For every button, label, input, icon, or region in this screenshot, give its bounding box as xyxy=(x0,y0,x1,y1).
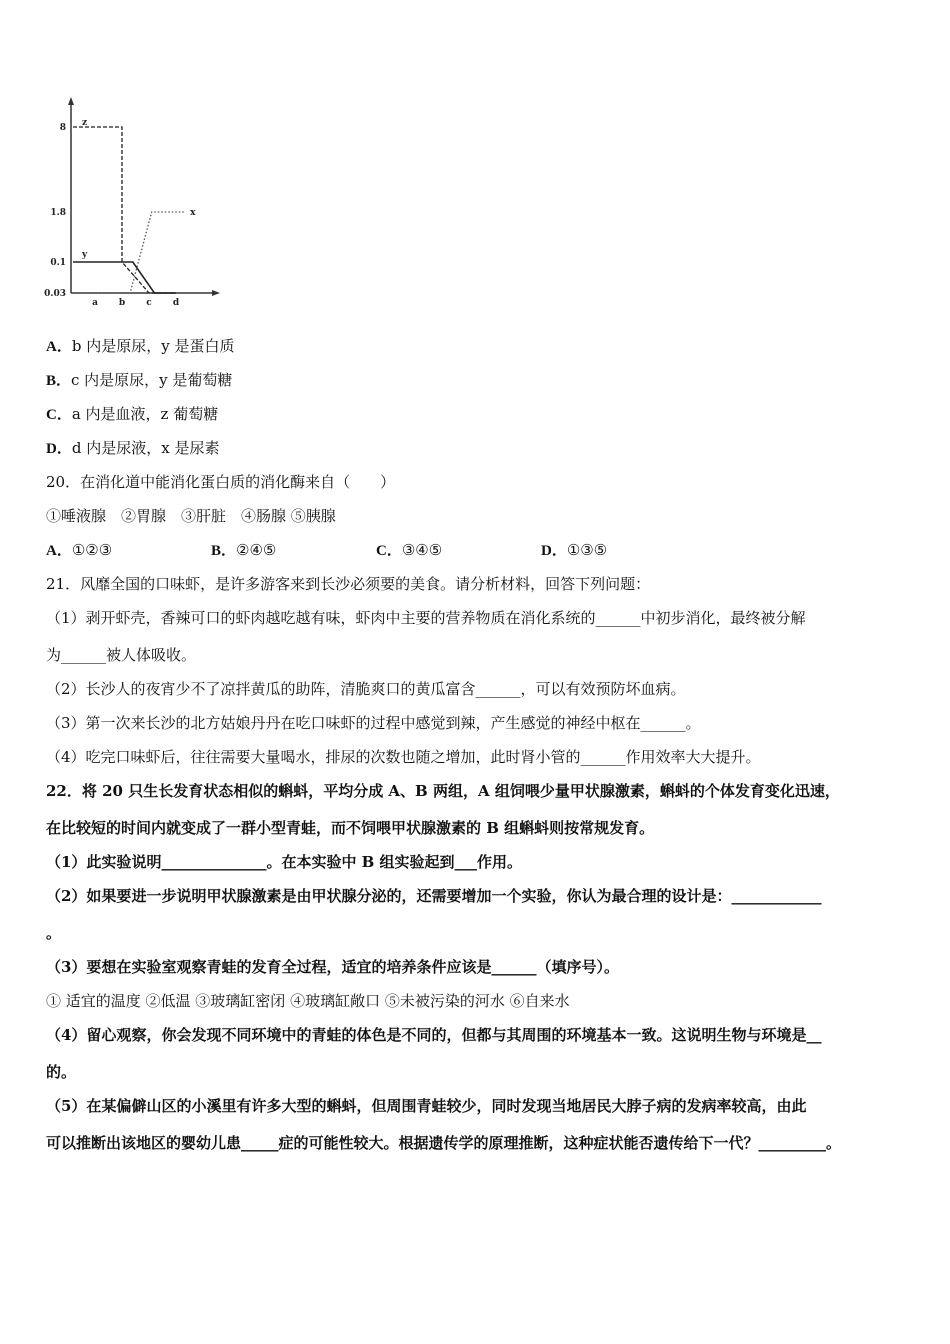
q20-option-c[interactable] xyxy=(376,540,541,561)
option-label: C． xyxy=(376,543,402,559)
option-text: d 内是尿液，x 是尿素 xyxy=(71,439,220,457)
option-text: ③④⑤ xyxy=(401,541,443,559)
q21-part4: （4）吃完口味虾后，往往需要大量喝水，排尿的次数也随之增加，此时肾小管的______作用效率大大提升。 xyxy=(46,748,761,766)
q20-stem: 20．在消化道中能消化蛋白质的消化酶来自（ ） xyxy=(46,473,396,491)
q22-stem-line2: 在比较短的时间内就变成了一群小型青蛙，而不饲喂甲状腺激素的 B 组蝌蚪则按常规发育。 xyxy=(46,819,655,837)
q20-option-a[interactable] xyxy=(46,540,211,561)
option-text: c 内是原尿，y 是葡萄糖 xyxy=(71,371,233,389)
option-text: ①②③ xyxy=(71,541,113,559)
y-tick-label: 1.8 xyxy=(50,208,66,218)
q22-part5-line2: 可以推断出该地区的婴幼儿患_____症的可能性较大。根据遗传学的原理推断，这种症状能否遗传给下一代？_________。 xyxy=(46,1134,842,1152)
x-tick-label: d xyxy=(172,298,180,305)
q22-part3: （3）要想在实验室观察青蛙的发育全过程，适宜的培养条件应该是______（填序号）。 xyxy=(46,958,619,976)
q22-part5-line1: （5）在某偏僻山区的小溪里有许多大型的蝌蚪，但周围青蛙较少，同时发现当地居民大脖子病的发病率较高，由此 xyxy=(46,1097,807,1115)
option-label: B． xyxy=(211,543,237,559)
q21-part2: （2）长沙人的夜宵少不了凉拌黄瓜的助阵，清脆爽口的黄瓜富含______，可以有效预防坏血病。 xyxy=(46,680,686,698)
q20-option-b[interactable] xyxy=(211,540,376,561)
series-line-x xyxy=(73,212,184,293)
q19-option-b[interactable] xyxy=(46,370,232,391)
option-text: ②④⑤ xyxy=(236,541,277,559)
kidney-concentration-chart xyxy=(40,95,230,305)
q19-option-a[interactable] xyxy=(46,336,234,357)
option-text: a 内是血液，z 葡萄糖 xyxy=(71,405,219,423)
option-label: A． xyxy=(46,339,72,355)
q22-part2-line2: 。 xyxy=(46,924,62,942)
q22-part1: （1）此实验说明______________。在本实验中 B 组实验起到___作用。 xyxy=(46,853,523,871)
x-tick-label: c xyxy=(146,298,152,305)
y-tick-label: 8 xyxy=(59,123,66,133)
q20-items: ①唾液腺 ②胃腺 ③肝脏 ④肠腺 ⑤胰腺 xyxy=(46,507,336,525)
option-text: ①③⑤ xyxy=(566,541,608,559)
q22-part4-line2: 的。 xyxy=(46,1063,77,1081)
chart-series xyxy=(73,127,184,293)
series-label-y: y xyxy=(82,250,88,260)
q22-stem-line1: 22．将 20 只生长发育状态相似的蝌蚪，平均分成 A、B 两组，A 组饲喂少量甲状腺激素，蝌蚪的个体发育变化迅速， xyxy=(46,782,840,800)
option-label: C． xyxy=(46,407,72,423)
x-tick-label: a xyxy=(92,298,98,305)
q21-stem: 21．风靡全国的口味虾，是许多游客来到长沙必须要的美食。请分析材料，回答下列问题： xyxy=(46,575,651,593)
q22-part3-items: ① 适宜的温度 ②低温 ③玻璃缸密闭 ④玻璃缸敞口 ⑤未被污染的河水 ⑥自来水 xyxy=(46,992,570,1010)
chart-axes xyxy=(68,97,220,296)
option-label: D． xyxy=(46,441,72,457)
q19-option-c[interactable] xyxy=(46,404,218,425)
q21-part3: （3）第一次来长沙的北方姑娘丹丹在吃口味虾的过程中感觉到辣，产生感觉的神经中枢在______。 xyxy=(46,714,701,732)
option-label: D． xyxy=(541,543,567,559)
option-label: A． xyxy=(46,543,72,559)
q22-part4-line1: （4）留心观察，你会发现不同环境中的青蛙的体色是不同的，但都与其周围的环境基本一致。这说明生物与环境是__ xyxy=(46,1026,822,1044)
q19-option-d[interactable] xyxy=(46,438,219,459)
chart-labels xyxy=(44,118,196,305)
option-label: B． xyxy=(46,373,72,389)
series-line-y xyxy=(73,262,176,293)
y-tick-label: 0.03 xyxy=(44,289,66,299)
x-tick-label: b xyxy=(118,298,126,305)
q20-options xyxy=(46,540,607,561)
q22-part2-line1: （2）如果要进一步说明甲状腺激素是由甲状腺分泌的，还需要增加一个实验，你认为最合理的设计是：____________ xyxy=(46,887,822,905)
q21-part1-line2: 为______被人体吸收。 xyxy=(46,646,197,664)
q21-part1-line1: （1）剥开虾壳，香辣可口的虾肉越吃越有味，虾肉中主要的营养物质在消化系统的______中初步消化，最终被分解 xyxy=(46,609,806,627)
series-line-z xyxy=(73,127,176,293)
series-label-z: z xyxy=(82,118,88,128)
y-tick-label: 0.1 xyxy=(50,258,66,268)
q20-option-d[interactable] xyxy=(541,540,607,561)
option-text: b 内是原尿，y 是蛋白质 xyxy=(71,337,235,355)
series-label-x: x xyxy=(190,208,196,218)
